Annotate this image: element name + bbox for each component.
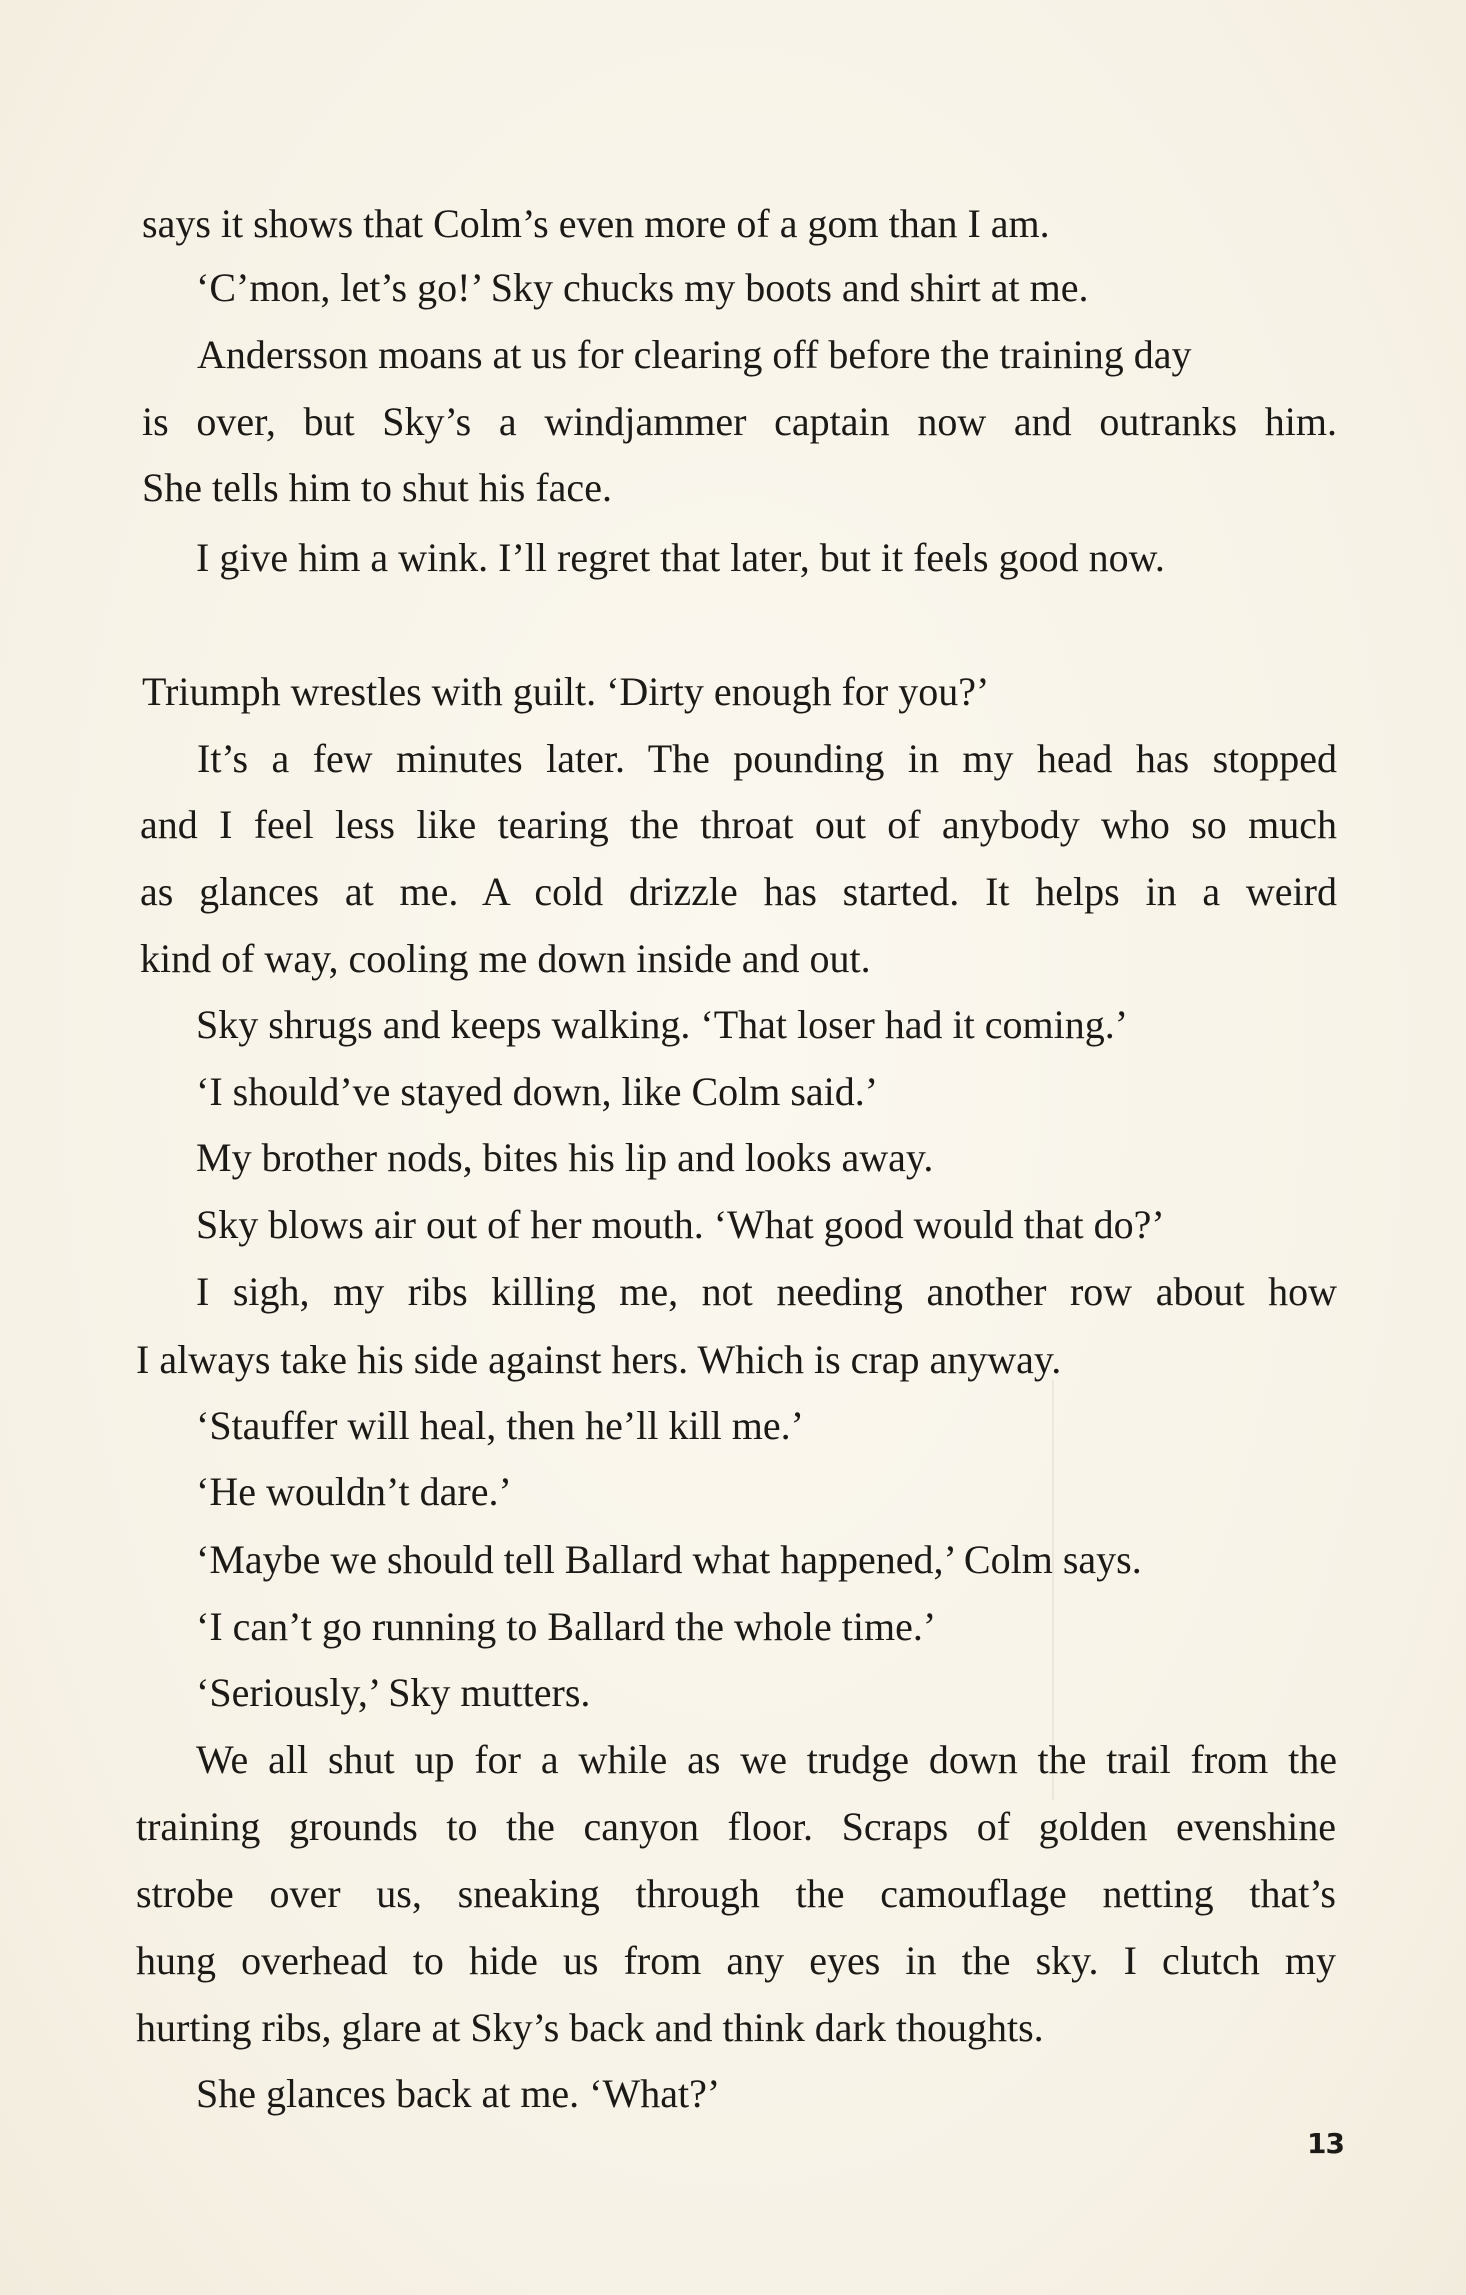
text-line: She tells him to shut his face.: [142, 465, 612, 510]
text-line: Andersson moans at us for clearing off before the training day: [197, 332, 1192, 377]
text-line: ‘He wouldn’t dare.’: [196, 1469, 512, 1514]
text-line: and I feel less like tearing the throat out of anybody who so much: [140, 802, 1337, 847]
text-line: I always take his side against hers. Which is crap anyway.: [136, 1337, 1062, 1382]
text-line: training grounds to the canyon floor. Scraps of golden evenshine: [136, 1804, 1336, 1849]
page-number: 13: [1307, 2127, 1344, 2160]
text-line: Sky blows air out of her mouth. ‘What good would that do?’: [196, 1202, 1165, 1247]
text-line: Sky shrugs and keeps walking. ‘That loser had it coming.’: [196, 1002, 1129, 1047]
text-line: We all shut up for a while as we trudge down the trail from the: [196, 1737, 1337, 1782]
text-line: kind of way, cooling me down inside and out.: [140, 936, 871, 981]
text-line: as glances at me. A cold drizzle has started. It helps in a weird: [140, 869, 1337, 914]
text-line: It’s a few minutes later. The pounding in my head has stopped: [197, 736, 1337, 781]
text-line: strobe over us, sneaking through the camouflage netting that’s: [136, 1871, 1336, 1916]
text-line: ‘Maybe we should tell Ballard what happened,’ Colm says.: [196, 1537, 1142, 1582]
text-line: hung overhead to hide us from any eyes in the sky. I clutch my: [136, 1938, 1336, 1983]
text-line: says it shows that Colm’s even more of a gom than I am.: [142, 201, 1050, 246]
text-line: My brother nods, bites his lip and looks away.: [196, 1135, 934, 1180]
text-line: ‘I should’ve stayed down, like Colm said.’: [196, 1069, 879, 1114]
text-line: is over, but Sky’s a windjammer captain now and outranks him.: [142, 399, 1337, 444]
text-line: ‘Seriously,’ Sky mutters.: [196, 1670, 591, 1715]
text-line: ‘Stauffer will heal, then he’ll kill me.’: [196, 1403, 804, 1448]
text-line: I sigh, my ribs killing me, not needing another row about how: [196, 1269, 1337, 1314]
text-line: Triumph wrestles with guilt. ‘Dirty enough for you?’: [142, 669, 990, 714]
text-line: She glances back at me. ‘What?’: [196, 2071, 721, 2116]
text-line: ‘I can’t go running to Ballard the whole time.’: [196, 1604, 937, 1649]
text-line: I give him a wink. I’ll regret that later, but it feels good now.: [196, 535, 1165, 580]
text-line: hurting ribs, glare at Sky’s back and think dark thoughts.: [136, 2005, 1044, 2050]
text-line: ‘C’mon, let’s go!’ Sky chucks my boots and shirt at me.: [196, 265, 1089, 310]
